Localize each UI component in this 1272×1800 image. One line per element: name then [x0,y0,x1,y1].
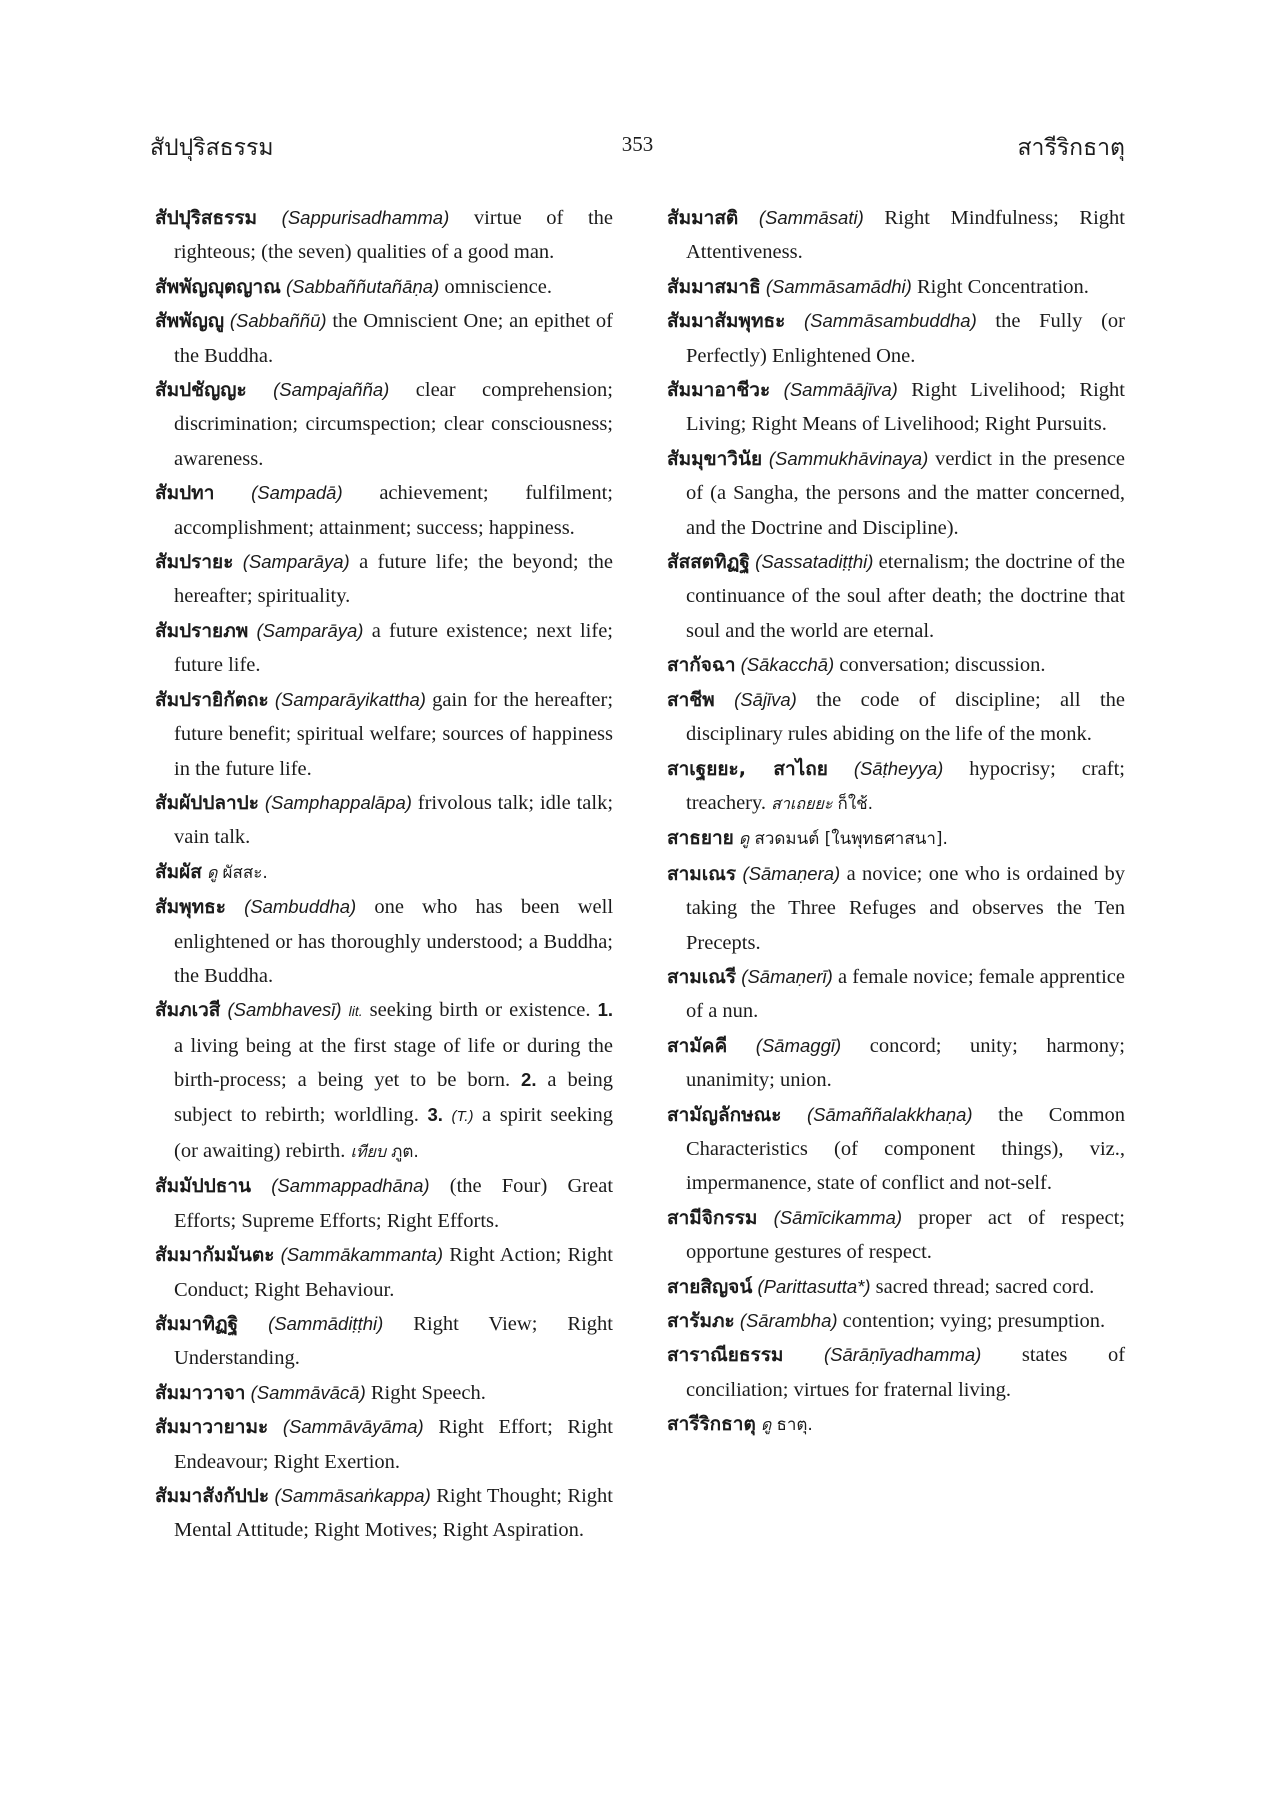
pali-term: (Sammāvāyāma) [282,1416,424,1438]
headword: สัสสตทิฏฐิ [667,551,750,574]
definition: Right Livelihood; Right Living; Right Means of Livelihood; Right Pursuits. [686,379,1125,436]
headword: สาราณียธรรม [667,1344,784,1367]
dictionary-entry [667,270,1125,304]
sense-number: 1. [597,999,614,1021]
definition: a living being at the first stage of life or during the birth-process; a being yet to be born. [174,1034,613,1092]
dictionary-entry [667,1098,1125,1201]
definition: seeking birth or existence. [369,999,591,1022]
definition: Right View; Right Understanding. [174,1313,613,1370]
definition: the code of discipline; all the disciplinary rules abiding on the life of the monk. [686,688,1125,746]
pali-term: (Sammukhāvinaya) [768,447,929,469]
headword: สัมพุทธะ [155,896,226,919]
dictionary-entry [667,201,1125,270]
dictionary-entry [667,545,1125,648]
definition: a spirit seeking (or awaiting) rebirth. [174,1103,614,1162]
pali-term: (Sappurisadhamma) [281,207,450,228]
cross-reference-label: ดู [206,862,218,882]
pali-term: (Sammāsati) [758,207,864,228]
dictionary-entry [155,993,613,1169]
definition: one who has been well enlightened or has thoroughly understood; a Buddha; the Buddha. [174,896,614,987]
definition: a female novice; female apprentice of a nun. [686,965,1125,1023]
page-number: 353 [621,132,654,156]
definition: achievement; fulfilment; accomplishment; attainment; success; happiness. [174,482,613,539]
definition: gain for the hereafter; future benefit; spiritual welfare; sources of happiness in the future life. [174,688,614,780]
headword: สัมมาอาชีวะ [667,379,771,402]
definition: virtue of the righteous; (the seven) qualities of a good man. [174,207,613,264]
definition: a future life; the beyond; the hereafter; spirituality. [174,551,614,608]
pali-term: (Sambhavesī) [227,999,342,1021]
headword: สามเณร [667,862,737,885]
dictionary-entry [155,1479,613,1548]
cross-reference-label: ดู [738,829,750,849]
pali-term: (Sampajañña) [273,379,390,401]
pali-term: (Parittasutta*) [757,1275,871,1297]
pali-term: (Sammāvācā) [250,1381,366,1403]
headword: สัมภเวสี [155,999,221,1022]
dictionary-entry [155,1169,613,1238]
headword: สามเณรี [667,965,737,988]
headword: สาเฐยยะ, สาไถย [667,757,828,780]
pali-term: (Sammāsambuddha) [803,310,977,332]
headword: สัมปรายภพ [155,619,249,642]
headword: สายสิญจน์ [667,1275,753,1298]
definition: a being subject to rebirth; worldling. [174,1069,614,1126]
left-column [155,201,613,1548]
headword: สัมปรายิกัตถะ [155,688,269,711]
dictionary-entry [667,821,1125,856]
definition: the Fully (or Perfectly) Enlightened One. [686,310,1126,367]
definition: Right Speech. [370,1381,486,1404]
cross-reference-target: ผัสสะ. [222,862,268,883]
dictionary-entry [155,270,613,304]
pali-term: (Sammākammanta) [280,1244,444,1266]
dictionary-entry [155,304,613,373]
headword: สัพพัญญุตญาณ [155,275,281,298]
headword: สัมมาทิฏฐิ [155,1313,239,1335]
right-column [667,201,1125,1443]
dictionary-entry [667,1304,1125,1338]
cross-reference-target: ภูต. [391,1141,419,1162]
dictionary-entry [155,614,613,683]
headword: สัมปชัญญะ [155,379,247,402]
pali-term: (Sākacchā) [740,654,835,676]
cross-reference-target: ธาตุ. [776,1415,813,1436]
pali-term: (Sāmaṇerī) [741,965,833,987]
dictionary-entry [155,1307,613,1376]
dictionary-entry [155,1238,613,1307]
pali-term: (Sammāsaṅkappa) [274,1485,431,1507]
definition: sacred thread; sacred cord. [875,1275,1095,1298]
pali-term: (Sāmīcikamma) [773,1206,903,1228]
headword: สัมมาสังกัปปะ [155,1485,270,1508]
definition: (the Four) Great Efforts; Supreme Efforts; Right Efforts. [174,1175,614,1232]
dictionary-entry [155,545,613,614]
usage-tag: (T.) [451,1107,474,1125]
pali-term: (Sājīva) [734,688,797,710]
pali-term: (Samparāya) [242,551,350,573]
pali-term: (Sammāsamādhi) [765,275,912,297]
headword: สัมมาสมาธิ [667,275,761,298]
pali-term: (Samparāya) [256,619,364,641]
pali-term: (Sārāṇīyadhamma) [823,1344,982,1366]
dictionary-entry [667,683,1125,752]
dictionary-entry [667,752,1125,822]
definition: clear comprehension; discrimination; circumspection; clear consciousness; awareness. [174,379,613,470]
dictionary-entry [155,201,613,270]
definition: states of conciliation; virtues for fraternal living. [686,1344,1126,1401]
headword: สามีจิกรรม [667,1206,758,1229]
headword: สัมมาสติ [667,207,739,229]
definition: Right Action; Right Conduct; Right Behaviour. [174,1244,614,1301]
definition: the Omniscient One; an epithet of the Buddha. [174,310,613,367]
dictionary-entry [667,857,1125,960]
pali-term: (Samphappalāpa) [264,791,412,813]
cross-reference-label: ดู [760,1415,772,1435]
dictionary-entry [155,683,613,786]
header-left-guide-word: สัปปุริสธรรม [150,135,274,160]
dictionary-entry [155,1376,613,1410]
definition: a future existence; next life; future life. [174,619,613,677]
pali-term: (Sassatadiṭṭhi) [755,551,874,573]
definition: concord; unity; harmony; unanimity; union. [686,1034,1125,1092]
headword: สารัมภะ [667,1310,735,1332]
headword: สัมผัส [155,860,202,883]
dictionary-entry [667,1407,1125,1442]
pali-term: (Sāṭheyya) [853,757,944,779]
headword: สัมมุขาวินัย [667,447,763,470]
headword: สัมมาวาจา [155,1381,246,1404]
definition: Right Concentration. [916,275,1089,298]
dictionary-entry [155,890,613,993]
definition: proper act of respect; opportune gestures of respect. [686,1206,1126,1264]
pali-term: (Sabbaññutañāṇa) [285,275,440,297]
headword: สารีริกธาตุ [667,1413,756,1436]
headword: สัมมาสัมพุทธะ [667,310,786,333]
pali-term: (Samparāyikattha) [274,688,426,710]
sense-number: 2. [521,1069,537,1091]
pali-term: (Sambuddha) [244,896,357,918]
headword: สัมมากัมมันตะ [155,1244,275,1267]
headword: สัมปทา [155,482,215,505]
page-header [150,130,1125,170]
dictionary-entry [155,1410,613,1479]
dictionary-entry [667,442,1125,545]
dictionary-entry [667,373,1125,442]
headword: สามัญลักษณะ [667,1103,782,1126]
definition: hypocrisy; craft; treachery. [686,757,1125,814]
headword: สากัจฉา [667,654,736,677]
definition: eternalism; the doctrine of the continuance of the soul after death; the doctrine that soul and the world are eternal. [686,551,1126,642]
headword: สาชีพ [667,688,715,711]
definition: omniscience. [444,275,552,298]
definition: the Common Characteristics (of component things), viz., impermanence, state of conflict and not-self. [686,1103,1126,1195]
dictionary-entry [667,960,1125,1029]
pali-term: (Sammāājīva) [783,379,898,401]
definition: contention; vying; presumption. [842,1310,1106,1332]
definition: conversation; discussion. [839,654,1046,677]
sense-number: 3. [427,1103,443,1125]
alternate-note: ก็ใช้. [837,793,874,814]
pali-term: (Sammādiṭṭhi) [268,1313,384,1334]
headword: สัปปุริสธรรม [155,207,258,229]
cross-reference-target: สวดมนต์ [ในพุทธศาสนา]. [754,829,948,850]
header-right-guide-word: สารีริกธาตุ [1017,135,1125,160]
dictionary-entry [667,304,1125,373]
pali-term: (Sammappadhāna) [271,1175,430,1197]
dictionary-entry [155,373,613,476]
pali-term: (Sāmaññalakkhaṇa) [807,1103,973,1125]
alternate-spelling: สาเถยยะ [771,793,833,813]
definition: Right Thought; Right Mental Attitude; Right Motives; Right Aspiration. [174,1485,613,1542]
headword: สัพพัญญู [155,310,225,333]
headword: สามัคคี [667,1034,728,1057]
literal-abbreviation: lit. [348,1003,363,1020]
dictionary-entry [155,476,613,545]
definition: Right Effort; Right Endeavour; Right Exertion. [174,1416,613,1473]
definition: frivolous talk; idle talk; vain talk. [174,791,614,849]
dictionary-entry [155,786,613,855]
headword: สัมมาวายามะ [155,1416,269,1439]
definition: Right Mindfulness; Right Attentiveness. [686,207,1125,264]
dictionary-entry [667,1029,1125,1098]
headword: สัมมัปปธาน [155,1175,252,1198]
pali-term: (Sabbaññū) [229,310,327,332]
dictionary-entry [667,1201,1125,1270]
pali-term: (Sampadā) [251,482,343,504]
pali-term: (Sārambha) [739,1310,838,1331]
definition: a novice; one who is ordained by taking the Three Refuges and observes the Ten Precepts. [686,862,1126,954]
headword: สัมผัปปลาปะ [155,791,259,814]
cross-reference-label: เทียบ [350,1141,387,1161]
dictionary-entry [667,1338,1125,1407]
dictionary-entry [667,1270,1125,1304]
dictionary-entry [667,648,1125,682]
pali-term: (Sāmaṇera) [742,862,841,884]
pali-term: (Sāmaggī) [755,1034,842,1056]
dictionary-entry [155,855,613,890]
definition: verdict in the presence of (a Sangha, the persons and the matter concerned, and the Doctrine and Discipline). [686,447,1126,539]
headword: สาธยาย [667,827,734,850]
headword: สัมปรายะ [155,551,234,574]
